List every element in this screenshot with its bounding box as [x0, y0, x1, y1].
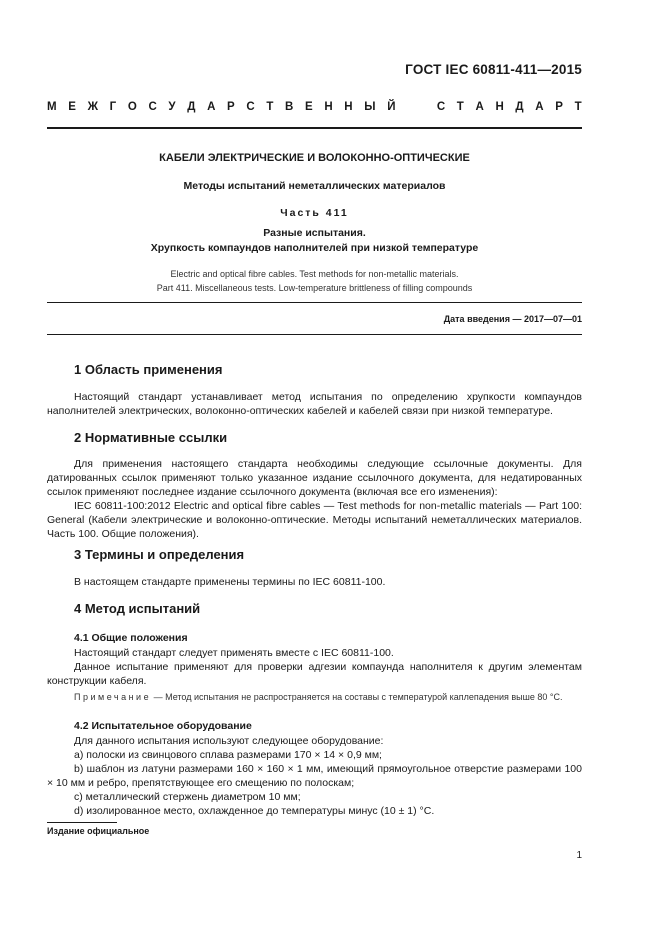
- list-item-c: [47, 790, 582, 804]
- banner-letter: М: [47, 101, 57, 113]
- banner-letter: С: [246, 101, 255, 113]
- section-2-text-1: Для применения настоящего стандарта необходимы следующие ссылочные документы. Для датированных ссылок применяют только указанное издание ссылочного документа, для недатированных ссылок применяют последнее издание ссылочного документа (включая все его изменения):: [47, 458, 582, 498]
- section-2-text-2: IEC 60811-100:2012 Electric and optical fibre cables — Test methods for non-metallic materials — Part 100: General (Кабели электрические и волоконно-оптические. Методы испытаний неметаллических материалов. Часть 100. Общие положения).: [47, 500, 582, 540]
- header-rule: [47, 127, 582, 129]
- banner-letter: А: [207, 101, 216, 113]
- subsection-4-2-intro: [47, 734, 582, 748]
- banner-letter: Ы: [364, 101, 376, 113]
- document-code: ГОСТ IEC 60811-411—2015: [405, 62, 582, 77]
- banner-letter: У: [168, 101, 176, 113]
- banner-letter: Т: [266, 101, 274, 113]
- section-2-paragraph-2: [47, 499, 582, 541]
- edition-label: Издание официальное: [47, 826, 150, 836]
- banner-letter: [407, 101, 410, 113]
- list-item-a: [47, 748, 582, 762]
- banner-letter: Т: [456, 101, 464, 113]
- part-name-line-2: Хрупкость компаундов наполнителей при низкой температуре: [150, 242, 479, 254]
- banner-letter: О: [127, 101, 137, 113]
- banner-letter: Т: [574, 101, 582, 113]
- list-item-a-text: а) полоски из свинцового сплава размерами 170 × 14 × 0,9 мм;: [74, 749, 382, 761]
- banner-letter: Й: [387, 101, 396, 113]
- subsection-4-2-heading: 4.2 Испытательное оборудование: [74, 720, 252, 732]
- subsection-4-2-text: Для данного испытания используют следующее оборудование:: [74, 735, 384, 747]
- banner-letter: А: [535, 101, 544, 113]
- banner-letter: Д: [187, 101, 196, 113]
- banner-letter: Ж: [87, 101, 98, 113]
- banner-letter: Н: [344, 101, 353, 113]
- banner-letter: Д: [515, 101, 524, 113]
- english-title: [47, 267, 582, 295]
- section-2-heading: 2 Нормативные ссылки: [74, 430, 228, 445]
- introduction-date: Дата введения — 2017—07—01: [443, 314, 582, 324]
- banner-letter: А: [475, 101, 484, 113]
- list-item-b-text: b) шаблон из латуни размерами 160 × 160 × 1 мм, имеющий прямоугольное отверстие размерами 100 × 10 мм и ребро, препятствующее его смещению по полоскам;: [47, 763, 582, 789]
- banner-letter: Е: [305, 101, 313, 113]
- banner-letter: Р: [555, 101, 563, 113]
- title-rule: [47, 302, 582, 303]
- banner-letter: Е: [68, 101, 76, 113]
- section-2-paragraph-1: [47, 457, 582, 499]
- banner-letter: Р: [227, 101, 235, 113]
- document-subtitle: Методы испытаний неметаллических материалов: [183, 180, 446, 192]
- banner-letter: [422, 101, 425, 113]
- list-item-d-text: d) изолированное место, охлажденное до температуры минус (10 ± 1) °С.: [74, 805, 435, 817]
- english-title-line-1: Electric and optical fibre cables. Test methods for non-metallic materials.: [170, 269, 459, 279]
- subsection-4-1-text-2: Данное испытание применяют для проверки адгезии компаунда наполнителя к другим элементам конструкции кабеля.: [47, 661, 582, 687]
- list-item-b: [47, 762, 582, 790]
- subsection-4-1-text-1: Настоящий стандарт следует применять вместе с IEC 60811-100.: [74, 647, 394, 659]
- note-label: Примечание: [74, 692, 152, 702]
- subsection-4-1-paragraph-1: [47, 646, 582, 660]
- part-name: [47, 226, 582, 256]
- note: [47, 690, 582, 704]
- date-rule: [47, 334, 582, 335]
- section-1-heading: 1 Область применения: [74, 362, 223, 377]
- document-title: КАБЕЛИ ЭЛЕКТРИЧЕСКИЕ И ВОЛОКОННО-ОПТИЧЕСКИЕ: [159, 152, 470, 164]
- banner-letter: В: [285, 101, 294, 113]
- part-label: Часть 411: [280, 207, 349, 219]
- note-text: — Метод испытания не распространяется на составы с температурой каплепадения выше 80 °С.: [151, 692, 563, 702]
- section-1-text: Настоящий стандарт устанавливает метод испытания по определению хрупкости компаундов наполнителей электрических, волоконно-оптических кабелей и кабелей связи при низкой температуре.: [47, 391, 582, 417]
- section-3-heading: 3 Термины и определения: [74, 547, 245, 562]
- section-3-text: В настоящем стандарте применены термины по IEC 60811-100.: [74, 576, 386, 588]
- section-4-heading: 4 Метод испытаний: [74, 601, 201, 616]
- section-1-paragraph: [47, 390, 582, 418]
- standard-banner: [47, 101, 582, 113]
- banner-letter: Н: [324, 101, 333, 113]
- banner-letter: С: [148, 101, 157, 113]
- english-title-line-2: Part 411. Miscellaneous tests. Low-temperature brittleness of filling compounds: [156, 283, 473, 293]
- part-name-line-1: Разные испытания.: [263, 227, 366, 239]
- banner-letter: Г: [109, 101, 117, 113]
- banner-letter: С: [436, 101, 446, 113]
- page-number: 1: [576, 850, 582, 861]
- section-3-paragraph: [47, 575, 582, 589]
- subsection-4-1-paragraph-2: [47, 660, 582, 688]
- banner-letter: Н: [495, 101, 504, 113]
- subsection-4-1-heading: 4.1 Общие положения: [74, 632, 188, 644]
- footer-rule: [47, 822, 117, 823]
- list-item-d: [47, 804, 582, 818]
- list-item-c-text: с) металлический стержень диаметром 10 мм;: [74, 791, 301, 803]
